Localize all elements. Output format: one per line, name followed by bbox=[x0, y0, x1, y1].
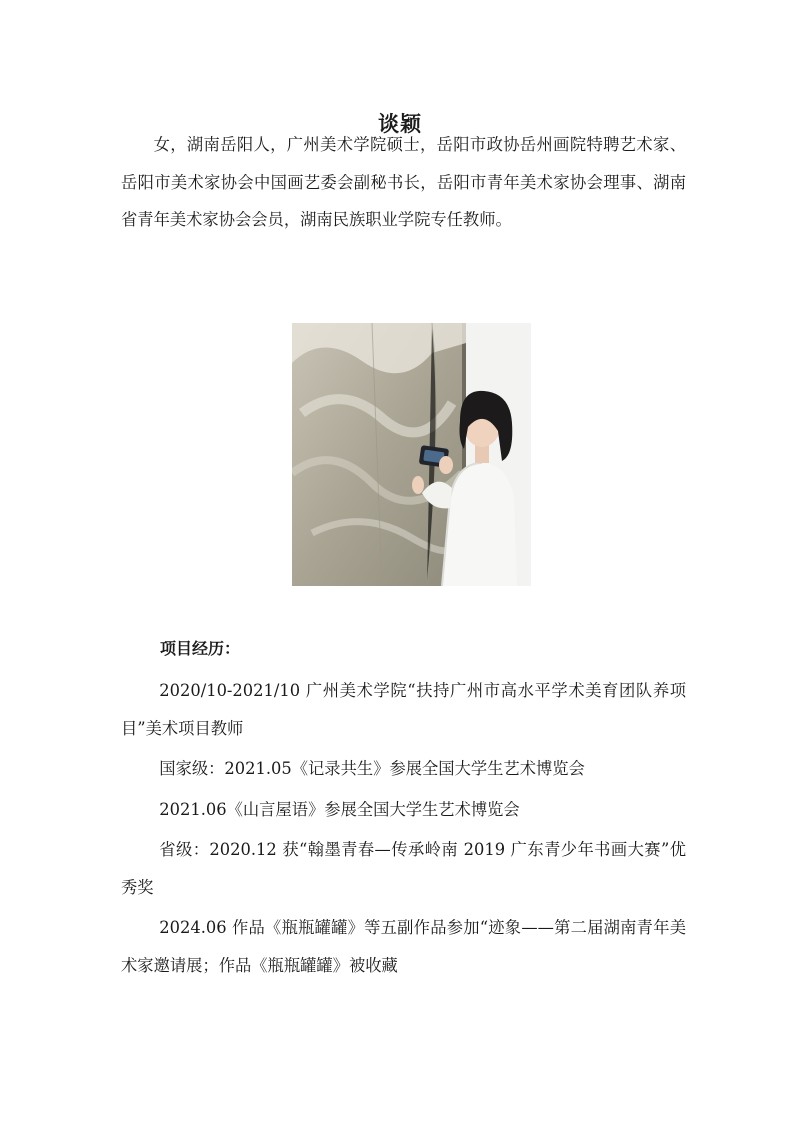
list-item: 国家级：2021.05《记录共生》参展全国大学生艺术博览会 bbox=[159, 759, 585, 778]
list-item: 2024.06 作品《瓶瓶罐罐》等五副作品参加“迹象——第二届湖南青年美术家邀请展；作品《瓶瓶罐罐》被收藏 bbox=[121, 918, 686, 975]
photo-illustration bbox=[292, 323, 531, 586]
list-item: 省级：2020.12 获“翰墨青春—传承岭南 2019 广东青少年书画大赛”优秀奖 bbox=[121, 840, 686, 897]
project-list bbox=[121, 672, 686, 987]
page-title: 谈颖 bbox=[378, 112, 422, 137]
portrait-photo bbox=[292, 323, 531, 586]
list-item: 2020/10-2021/10 广州美术学院“扶持广州市高水平学术美育团队养项目”美术项目教师 bbox=[121, 681, 686, 738]
section-title-projects: 项目经历： bbox=[160, 639, 241, 658]
list-item: 2021.06《山言屋语》参展全国大学生艺术博览会 bbox=[159, 799, 520, 819]
bio-paragraph: 女，湖南岳阳人，广州美术学院硕士，岳阳市政协岳州画院特聘艺术家、岳阳市美术家协会中国画艺委会副秘书长，岳阳市青年美术家协会理事、湖南省青年美术家协会会员，湖南民族职业学院专任教师。 bbox=[121, 135, 686, 229]
